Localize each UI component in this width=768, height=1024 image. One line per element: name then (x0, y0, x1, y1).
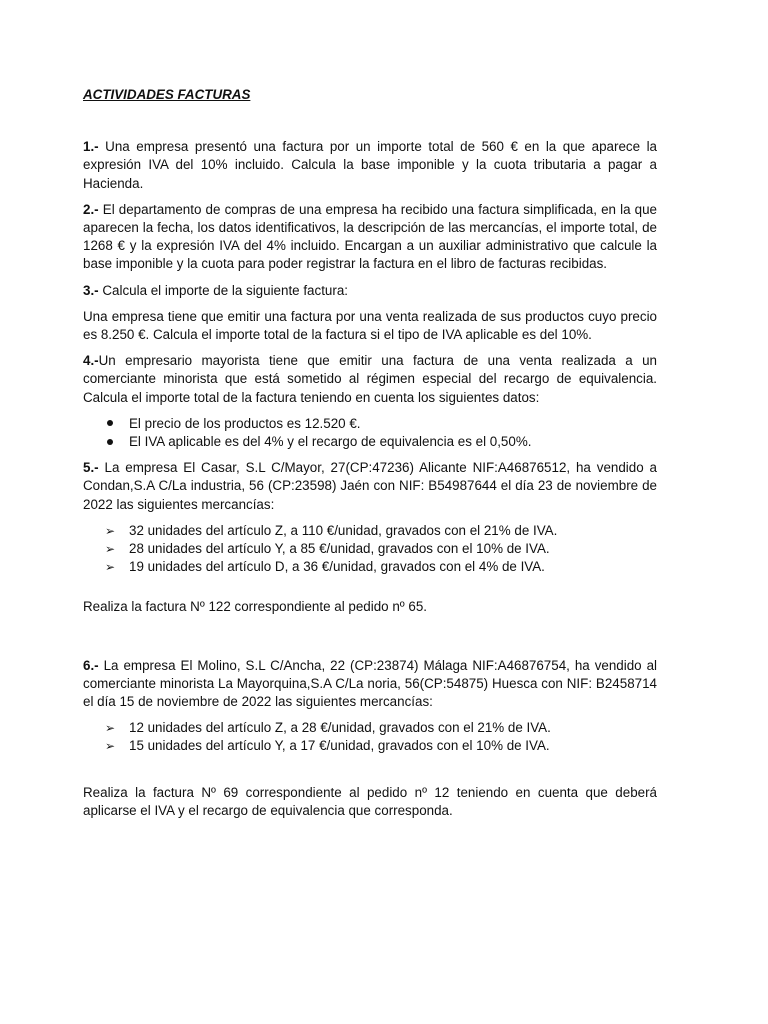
list-item-text: 12 unidades del artículo Z, a 28 €/unidad, gravados con el 21% de IVA. (129, 720, 551, 736)
arrow-bullet-icon: ➢ (104, 523, 116, 538)
exercise-1-text: Una empresa presentó una factura por un importe total de 560 € en la que aparece la expresión IVA del 10% incluido. Calcula la base imponible y la cuota tributaria a pagar a Hacienda. (83, 139, 657, 191)
list-item (83, 719, 657, 737)
exercise-4-text: Un empresario mayorista tiene que emitir una factura de una venta realizada a un comerciante minorista que está sometido al régimen especial del recargo de equivalencia. Calcula el importe total de la factura teniendo en cuenta los siguientes datos: (83, 353, 657, 405)
exercise-6-number: 6.- (83, 657, 99, 673)
exercise-3-text: Calcula el importe de la siguiente factura: (98, 282, 348, 298)
exercise-2 (83, 201, 657, 274)
exercise-4-number: 4.- (83, 353, 99, 369)
exercise-2-number: 2.- (83, 201, 99, 217)
exercise-2-text: El departamento de compras de una empresa ha recibido una factura simplificada, en la que aparecen la fecha, los datos identificativos, la descripción de las mercancías, el importe total, de 1268 € y la expresión IVA del 4% incluido. Encargan a un auxiliar administrativo que calcule la base imponible y la cuota para poder registrar la factura en el libro de facturas recibidas. (83, 201, 657, 272)
list-item-text: 28 unidades del artículo Y, a 85 €/unidad, gravados con el 10% de IVA. (129, 541, 550, 557)
exercise-5-closing: Realiza la factura Nº 122 correspondiente al pedido nº 65. (83, 599, 428, 615)
list-item (83, 433, 657, 451)
exercise-5 (83, 459, 657, 514)
exercise-3-number: 3.- (83, 282, 99, 298)
exercise-6-closing: Realiza la factura Nº 69 correspondiente al pedido nº 12 teniendo en cuenta que deberá aplicarse el IVA y el recargo de equivalencia que corresponda. (83, 784, 657, 818)
list-item-text: El IVA aplicable es del 4% y el recargo de equivalencia es el 0,50%. (129, 434, 532, 450)
exercise-3 (83, 282, 657, 300)
exercise-1-number: 1.- (83, 139, 99, 155)
document-title: ACTIVIDADES FACTURAS (83, 87, 251, 102)
exercise-3-detail: Una empresa tiene que emitir una factura por una venta realizada de sus productos cuyo precio es 8.250 €. Calcula el importe total de la factura si el tipo de IVA aplicable es del 10%. (83, 308, 657, 343)
list-item (83, 415, 657, 433)
exercise-4 (83, 352, 657, 407)
arrow-bullet-icon: ➢ (104, 721, 116, 736)
list-item-text: 19 unidades del artículo D, a 36 €/unidad, gravados con el 4% de IVA. (129, 559, 545, 575)
list-item-text: 32 unidades del artículo Z, a 110 €/unidad, gravados con el 21% de IVA. (129, 522, 558, 538)
exercise-6 (83, 657, 657, 712)
list-item (83, 540, 657, 558)
exercise-4-list (83, 415, 657, 451)
exercise-5-number: 5.- (83, 460, 99, 476)
arrow-bullet-icon: ➢ (104, 560, 116, 575)
exercise-1 (83, 138, 657, 193)
bullet-dot-icon (103, 415, 117, 433)
exercise-6-list (83, 719, 657, 755)
list-item-text: 15 unidades del artículo Y, a 17 €/unidad, gravados con el 10% de IVA. (129, 738, 550, 754)
list-item (83, 737, 657, 755)
list-item-text: El precio de los productos es 12.520 €. (129, 415, 361, 431)
exercise-5-text: La empresa El Casar, S.L C/Mayor, 27(CP:47236) Alicante NIF:A46876512, ha vendido a Condan,S.A C/La industria, 56 (CP:23598) Jaén con NIF: B54987644 el día 23 de noviembre de 2022 las siguientes mercancías: (83, 460, 657, 512)
document-page (83, 86, 657, 828)
bullet-dot-icon (103, 433, 117, 451)
arrow-bullet-icon: ➢ (104, 739, 116, 754)
arrow-bullet-icon: ➢ (104, 542, 116, 557)
exercise-5-list (83, 522, 657, 577)
list-item (83, 522, 657, 540)
exercise-6-text: La empresa El Molino, S.L C/Ancha, 22 (CP:23874) Málaga NIF:A46876754, ha vendido al comerciante minorista La Mayorquina,S.A C/La noria, 56(CP:54875) Huesca con NIF: B2458714 el día 15 de noviembre de 2022 las siguientes mercancías: (83, 657, 657, 710)
list-item (83, 558, 657, 576)
